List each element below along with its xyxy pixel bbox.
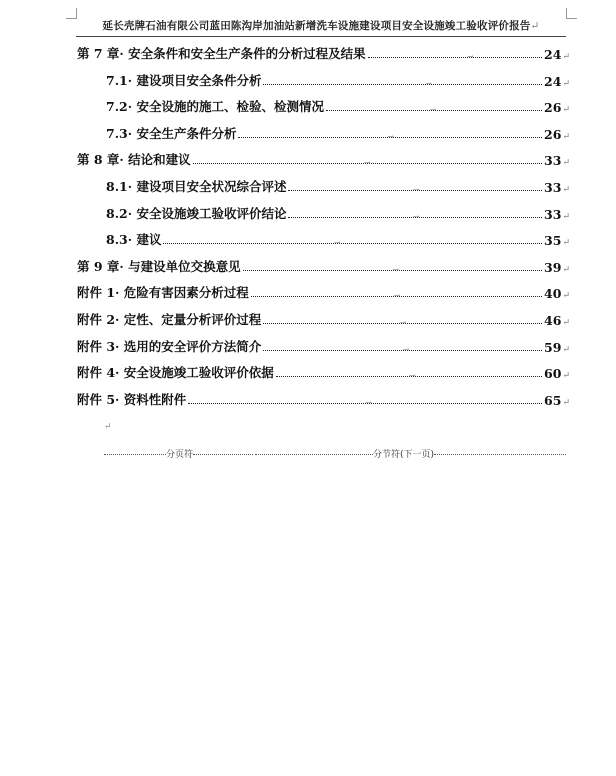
break-markers bbox=[104, 446, 566, 460]
paragraph-mark: ↵ bbox=[562, 371, 570, 382]
empty-paragraph-mark: ↵ bbox=[104, 422, 112, 432]
toc-leader-dots bbox=[163, 238, 542, 248]
toc-leader-dots bbox=[263, 344, 542, 354]
toc-entry-page-number: 33 bbox=[544, 153, 562, 169]
tab-arrow-icon: → bbox=[412, 211, 420, 221]
toc-entry[interactable] bbox=[106, 124, 570, 142]
section-break-label: 分节符(下一页) bbox=[373, 449, 435, 460]
toc-entry-label: 7.1· 建设项目安全条件分析 bbox=[106, 72, 262, 88]
crop-mark-top-right bbox=[566, 8, 577, 19]
toc-entry[interactable] bbox=[106, 230, 570, 248]
paragraph-mark: ↵ bbox=[562, 78, 570, 89]
toc-entry-label: 附件 1· 危险有害因素分析过程 bbox=[77, 285, 249, 301]
tab-arrow-icon: → bbox=[365, 397, 372, 407]
toc-leader-dots bbox=[288, 211, 542, 221]
toc-leader-dots bbox=[368, 52, 542, 61]
toc-entry-page-number: 24 bbox=[544, 73, 562, 89]
page-header bbox=[76, 18, 566, 36]
toc-entry-page-number: 59 bbox=[544, 339, 562, 355]
toc-entry-label: 附件 5· 资料性附件 bbox=[77, 391, 187, 407]
paragraph-mark: ↵ bbox=[562, 238, 570, 249]
tab-arrow-icon: → bbox=[408, 371, 416, 381]
paragraph-mark: ↵ bbox=[562, 291, 570, 302]
toc-entry-page-number: 33 bbox=[544, 180, 562, 195]
paragraph-mark: ↵ bbox=[562, 158, 570, 169]
toc-leader-dots bbox=[243, 264, 542, 274]
page-break-label: 分页符 bbox=[166, 449, 194, 460]
header-paragraph-mark: ↵ bbox=[530, 20, 540, 32]
toc-leader-dots bbox=[263, 78, 542, 88]
toc-leader-dots bbox=[251, 291, 542, 301]
tab-arrow-icon: → bbox=[333, 238, 341, 248]
paragraph-mark: ↵ bbox=[562, 344, 570, 355]
tab-arrow-icon: → bbox=[399, 318, 407, 327]
toc-leader-dots bbox=[263, 318, 542, 327]
tab-arrow-icon: → bbox=[429, 105, 437, 115]
toc-entry-page-number: 39 bbox=[544, 259, 562, 275]
tab-arrow-icon: → bbox=[467, 52, 474, 61]
tab-arrow-icon: → bbox=[412, 185, 420, 194]
toc-entry-page-number: 60 bbox=[544, 366, 562, 382]
toc-entry-page-number: 65 bbox=[544, 392, 562, 408]
tab-arrow-icon: → bbox=[402, 344, 410, 354]
toc-entry-page-number: 24 bbox=[544, 47, 562, 62]
tab-arrow-icon: → bbox=[363, 158, 371, 168]
toc-leader-dots bbox=[188, 397, 542, 407]
toc-leader-dots bbox=[288, 185, 542, 194]
toc-entry[interactable] bbox=[77, 310, 570, 328]
paragraph-mark: ↵ bbox=[562, 52, 570, 62]
header-title: 延长壳牌石油有限公司蓝田陈沟岸加油站新增洗车设施建设项目安全设施竣工验收评价报告 bbox=[102, 20, 531, 32]
toc-entry[interactable] bbox=[77, 257, 570, 275]
toc-entry[interactable] bbox=[77, 363, 570, 381]
paragraph-mark: ↵ bbox=[562, 131, 570, 142]
toc-entry-label: 8.2· 安全设施竣工验收评价结论 bbox=[106, 205, 287, 221]
paragraph-mark: ↵ bbox=[562, 185, 570, 195]
toc-entry-label: 8.1· 建设项目安全状况综合评述 bbox=[106, 179, 287, 194]
paragraph-mark: ↵ bbox=[562, 318, 570, 328]
toc-entry[interactable] bbox=[106, 97, 570, 115]
toc-entry-label: 8.3· 建议 bbox=[106, 232, 162, 248]
tab-arrow-icon: → bbox=[392, 264, 400, 274]
toc-entry[interactable] bbox=[106, 71, 570, 89]
toc-entry-page-number: 46 bbox=[544, 313, 562, 328]
toc-leader-dots bbox=[276, 371, 542, 381]
toc-entry-page-number: 26 bbox=[544, 126, 562, 142]
toc-entry-page-number: 40 bbox=[544, 286, 562, 302]
toc-entry-page-number: 26 bbox=[544, 100, 562, 116]
toc-leader-dots bbox=[238, 131, 542, 141]
toc-entry[interactable] bbox=[77, 283, 570, 301]
toc-entry[interactable] bbox=[106, 177, 570, 195]
toc-entry-label: 附件 2· 定性、定量分析评价过程 bbox=[77, 312, 262, 327]
tab-arrow-icon: → bbox=[393, 291, 401, 301]
toc-entry[interactable] bbox=[77, 44, 570, 62]
toc-leader-dots bbox=[326, 105, 542, 115]
header-rule bbox=[76, 36, 566, 37]
toc-leader-dots bbox=[193, 158, 542, 168]
toc-entry-label: 第 9 章· 与建设单位交换意见 bbox=[77, 258, 241, 274]
toc-entry-label: 附件 3· 选用的安全评价方法简介 bbox=[77, 338, 262, 354]
toc-entry-label: 7.3· 安全生产条件分析 bbox=[106, 125, 237, 141]
toc-entry[interactable] bbox=[77, 390, 570, 408]
toc-entry-label: 7.2· 安全设施的施工、检验、检测情况 bbox=[106, 99, 324, 115]
paragraph-mark: ↵ bbox=[562, 397, 570, 408]
toc-entry[interactable] bbox=[106, 204, 570, 222]
paragraph-mark: ↵ bbox=[562, 264, 570, 275]
toc-entry[interactable] bbox=[77, 150, 570, 168]
toc-entry-page-number: 33 bbox=[544, 206, 562, 222]
toc-entry[interactable] bbox=[77, 337, 570, 355]
paragraph-mark: ↵ bbox=[562, 211, 570, 222]
toc-entry-label: 附件 4· 安全设施竣工验收评价依据 bbox=[77, 365, 274, 381]
toc-entry-page-number: 35 bbox=[544, 233, 562, 249]
paragraph-mark: ↵ bbox=[562, 105, 570, 116]
toc-entry-label: 第 7 章· 安全条件和安全生产条件的分析过程及结果 bbox=[77, 46, 366, 61]
toc-entry-label: 第 8 章· 结论和建议 bbox=[77, 152, 191, 168]
tab-arrow-icon: → bbox=[387, 131, 394, 141]
tab-arrow-icon: → bbox=[425, 78, 432, 88]
